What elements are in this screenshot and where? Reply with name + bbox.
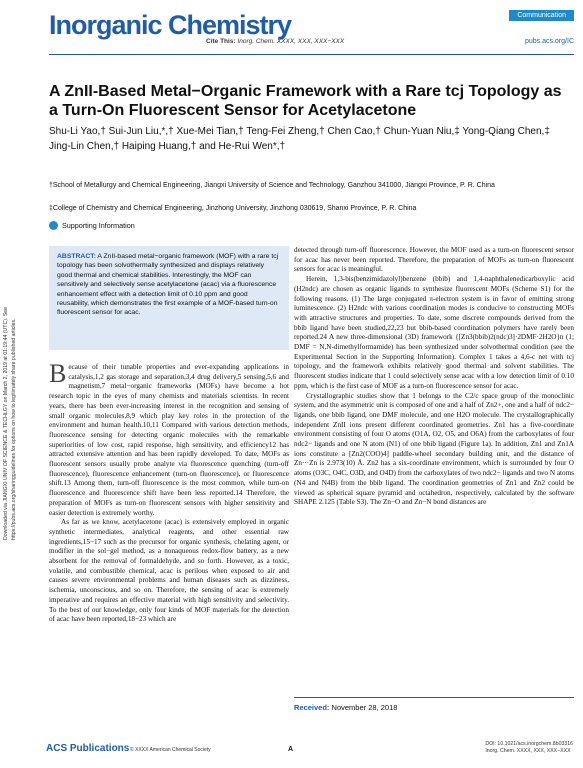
download-note-text: Downloaded via JIANGXI UNIV OF SCIENCE & TECHLGY on March 2, 2019 at 01:19:44 (UTC). See https://pubs.acs.org/sharingguidelines for options on how to legitimately share published articles. bbox=[3, 306, 17, 540]
drop-cap: B bbox=[49, 359, 67, 388]
page-footer bbox=[0, 738, 583, 768]
doi-block[interactable] bbox=[485, 741, 573, 754]
intro-paragraph-1-text: ecause of their tunable properties and ever-expanding applications in catalysis,1,2 gas storage and separation,3,4 drug delivery,5 sensing,5,6 and magnetism,7 metal−organic frameworks (MOFs) have become a hot research topic in the eyes of many chemists and materials scientists. In recent years, there has been ever-increasing interest in the recognition and sensing of small organic molecules,8,9 which play key roles in the protection of the environment and human health.10,11 Compared with various detection methods, fluorescence sensing for detecting organic molecules with the remarkable superiorities of low cost, rapid response, high sensitivity, and efficiency12 has attracted extensive attention and has been rapidly developed. To date, MOFs as fluorescent sensors usually probe analyte via fluorescence quenching (turn-off fluorescence), fluorescence enhancement (turn-on fluorescence), or fluorescence shift.13 Among them, turn-off fluorescence is the most common, while turn-on fluorescence and fluorescence shift have been less reported.14 Therefore, the preparation of MOFs as turn-on fluorescent sensors with higher sensitivity and easier detection is extremely worthy. bbox=[49, 363, 289, 517]
received-label: Received: bbox=[294, 703, 330, 712]
article-type-badge: Communication bbox=[509, 10, 574, 21]
journal-title[interactable]: Inorganic Chemistry bbox=[49, 10, 292, 40]
supporting-info-label: Supporting Information bbox=[62, 221, 135, 230]
right-paragraph-2: Herein, 1,3-bis(benzimidazolyl)benzene (bbib) and 1,4-naphthalenedicarboxylic acid (H2ndc) are chosen as organic ligands to synthesize fluorescent MOFs (Scheme S1) for the following reasons. (1) The large conjugated π-electron system is in favor of emitting strong luminescence. (2) H2ndc with various coordination modes is conducive to constructing MOFs with attractive structures and properties. To date, some discrete compounds derived from the bbib ligand have been studied,22,23 but bbib-based coordination polymers have rarely been reported.24 A new three-dimensional (3D) framework {[Zn3(bbib)2(ndc)3]·2DMF·2H2O}n (1; DMF = N,N-dimethylformamide) has been synthesized under solvothermal condition (see the Experimental Section in the Supporting Information). Complex 1 takes a 4,6-c net with tcj topology, and the framework exhibits relatively good thermal and solvent stabilities. The fluorescent studies indicate that 1 could selectively sense acac with a low detection limit of 0.10 ppm, which is the first case of MOF as a turn-on fluorescence sensor for acac. bbox=[294, 275, 574, 390]
left-column bbox=[49, 359, 289, 625]
header-rule bbox=[49, 54, 574, 55]
article-title: A ZnII-Based Metal−Organic Framework with a Rare tcj Topology as a Turn-On Fluorescent Sensor for Acetylacetone bbox=[49, 83, 562, 119]
intro-paragraph-2: As far as we know, acetylacetone (acac) is extensively employed in organic synthetic intermediates, analytical reagents, and other essential raw ingredients,15−17 such as the precursor for organic synthesis, chelating agent, or modifier in the sol−gel method, as a nonaqueous redox-flow battery, as a new absorbent for the removal of formaldehyde, and so forth. However, as a toxic, volatile, and combustible chemical, acac is perilous when exposed to air and causes severe environmental problems and human diseases such as dizziness, ischemia, unconscious, and so on. Therefore, the sensing of acac is extremely imperative and requires an effective material with high sensitivity and selectivity. To the best of our knowledge, only four kinds of MOF materials for the detection of acac have been reported,18−23 which are bbox=[49, 518, 289, 624]
abstract-label: ABSTRACT: bbox=[57, 253, 96, 260]
doi-text: DOI: 10.1021/acs.inorgchem.8b03316 bbox=[485, 741, 573, 747]
intro-paragraph-1 bbox=[49, 359, 289, 518]
acs-publications-logo[interactable]: ACS Publications bbox=[46, 743, 130, 754]
copyright-text: © XXXX American Chemical Society bbox=[130, 747, 211, 753]
received-line bbox=[294, 703, 397, 712]
download-note bbox=[2, 240, 28, 540]
affiliation-2: ‡College of Chemistry and Chemical Engineering, Jinzhong University, Jinzhong 030619, Shanxi Province, P. R. China bbox=[49, 205, 417, 212]
abstract-box bbox=[49, 246, 289, 350]
cite-text: Inorg. Chem. XXXX, XXX, XXX−XXX bbox=[237, 38, 345, 45]
abstract-text: A ZnII-based metal−organic framework (MOF) with a rare tcj topology has been solvothermally synthesized and displays relatively good thermal and chemical stabilities. Interestingly, the MOF can sensitively and selectively sense acetylacetone (acac) via a fluorescence enhancement effect with a detection limit of 0.10 ppm and good reusability, which demonstrates the first example of a MOF-based turn-on fluorescent sensor for acac. bbox=[57, 253, 279, 317]
cite-label: Cite This: bbox=[206, 38, 236, 45]
page-number: A bbox=[288, 746, 294, 753]
supporting-info-link[interactable] bbox=[49, 221, 135, 230]
cite-line[interactable] bbox=[206, 38, 344, 45]
author-list: Shu-Li Yao,† Sui-Jun Liu,*,† Xue-Mei Tian,† Teng-Fei Zheng,† Chen Cao,† Chun-Yuan Niu,‡ Yong-Qiang Chen,‡ Jing-Lin Chen,† Haiping Huang,† and He-Rui Wen*,† bbox=[49, 126, 550, 152]
supporting-info-icon bbox=[49, 221, 58, 230]
affiliation-1: †School of Metallurgy and Chemical Engineering, Jiangxi University of Science and Technology, Ganzhou 341000, Jiangxi Province, P. R. China bbox=[49, 182, 495, 189]
right-paragraph-3: Crystallographic studies show that 1 belongs to the C2/c space group of the monoclinic system, and the asymmetric unit is composed of one and a half of Zn2+, one and a half of ndc2− ligands, one bbib ligand, one DMF molecule, and one H2O molecule. The crystallographically independent ZnII ions present different coordinated geometries. Zn1 has a five-coordinate environment consisting of four O atoms (O1A, O2, O5, and O6A) from the carboxylates of four ndc2− ligands and one N atom (N1) of one bbib ligand (Figure 1a). In addition, Zn1 and Zn1A ions constitute a [Zn2(COO)4] paddle-wheel secondary building unit, and the distance of Zn···Zn is 2.973(10) Å. Zn2 has a six-coordinate environment, which is surrounded by four O atoms (O3C, O4C, O3D, and O4D) from the carboxylates of two ndc2− ligands and two N atoms (N4 and N4B) from the bbib ligand. The coordination geometries of Zn1 and Zn2 could be viewed as spherical square pyramid and octahedron, respectively, calculated by the software SHAPE 2.125 (Table S3). The Zn−O and Zn−N bond distances are bbox=[294, 391, 574, 507]
journal-url[interactable]: pubs.acs.org/IC bbox=[524, 38, 574, 45]
doi-cite: Inorg. Chem. XXXX, XXX, XXX−XXX bbox=[485, 747, 571, 754]
received-date: November 28, 2018 bbox=[331, 703, 398, 712]
right-paragraph-1: detected through turn-off fluorescence. However, the MOF used as a turn-on fluorescent sensor for acac has never been reported. Therefore, the preparation of MOFs as turn-on fluorescent sensors for acac is meaningful. bbox=[294, 246, 574, 274]
received-rule bbox=[294, 697, 574, 698]
journal-header bbox=[49, 10, 574, 58]
right-column bbox=[294, 246, 574, 508]
